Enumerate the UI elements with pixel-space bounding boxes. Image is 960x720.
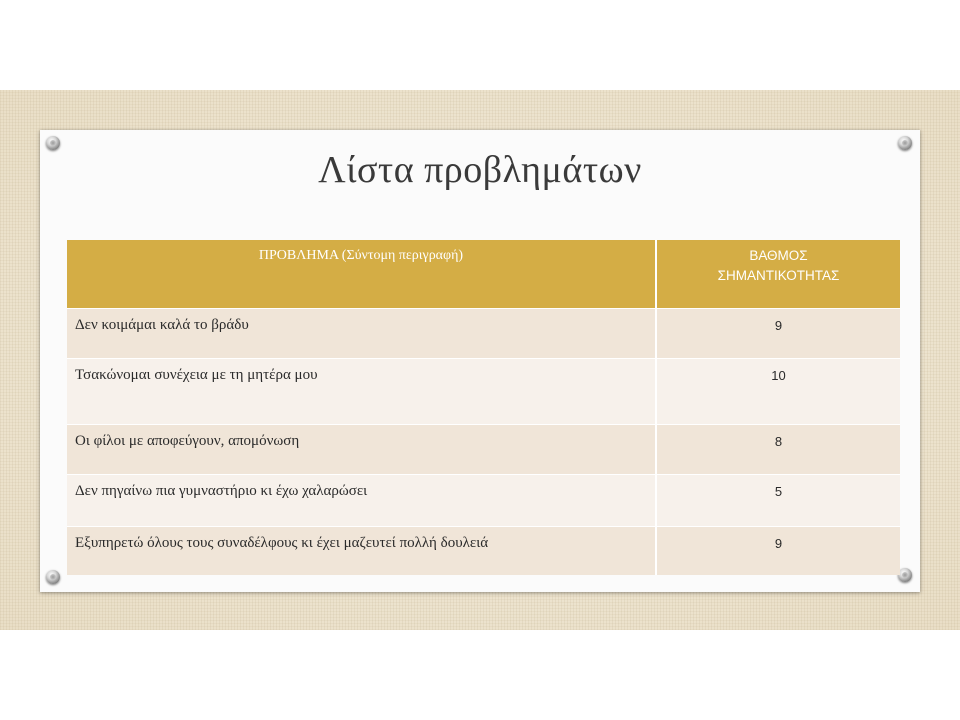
pin-bottom-left-icon xyxy=(46,570,60,584)
problem-cell: Δεν κοιμάμαι καλά το βράδυ xyxy=(67,309,656,359)
problems-table xyxy=(67,240,900,575)
table-row xyxy=(67,425,900,475)
table-row xyxy=(67,475,900,527)
slide-title: Λίστα προβλημάτων xyxy=(318,149,642,191)
header-importance-line2: ΣΗΜΑΝΤΙΚΟΤΗΤΑΣ xyxy=(717,268,840,283)
table-row xyxy=(67,527,900,575)
pin-bottom-right-icon xyxy=(898,568,912,582)
score-cell: 8 xyxy=(656,425,900,475)
table-row xyxy=(67,309,900,359)
problem-cell: Οι φίλοι με αποφεύγουν, απομόνωση xyxy=(67,425,656,475)
score-cell: 5 xyxy=(656,475,900,527)
header-problem: ΠΡΟΒΛΗΜΑ (Σύντομη περιγραφή) xyxy=(67,240,656,309)
table-header-row xyxy=(67,240,900,309)
header-importance xyxy=(656,240,900,309)
score-cell: 9 xyxy=(656,527,900,575)
header-importance-line1: ΒΑΘΜΟΣ xyxy=(749,248,808,263)
score-cell: 10 xyxy=(656,359,900,425)
problem-cell: Δεν πηγαίνω πια γυμναστήριο κι έχω χαλαρώσει xyxy=(67,475,656,527)
score-cell: 9 xyxy=(656,309,900,359)
problem-cell: Τσακώνομαι συνέχεια με τη μητέρα μου xyxy=(67,359,656,425)
problem-cell: Εξυπηρετώ όλους τους συναδέλφους κι έχει μαζευτεί πολλή δουλειά xyxy=(67,527,656,575)
table-row xyxy=(67,359,900,425)
